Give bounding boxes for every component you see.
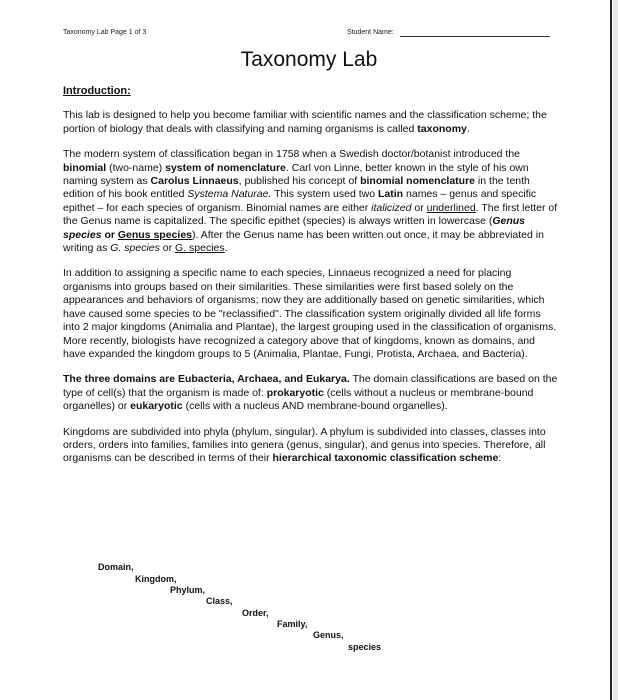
introduction-heading: Introduction: bbox=[63, 85, 131, 97]
hierarchy-family: Family, bbox=[277, 619, 308, 629]
paragraph-4: The three domains are Eubacteria, Archaea, and Eukarya. The domain classifications are based on the type of cell(s) that the organism is made of: prokaryotic (cells without a nucleus or membrane-bound organelles) or eukaryotic (cells with a nucleus AND membrane-bound organelles). bbox=[63, 373, 558, 413]
paragraph-2: The modern system of classification began in 1758 when a Swedish doctor/botanist introduced the binomial (two-name) system of nomenclature. Carl von Linne, better known in the style of his own naming system as Carolus Linnaeus, published his concept of binomial nomenclature in the tenth edition of his book entitled Systema Naturae. This system used two Latin names – genus and specific epithet – for each species of organism. Binomial names are either italicized or underlined. The first letter of the Genus name is capitalized. The specific epithet (species) is always written in lowercase (Genus species or Genus species). After the Genus name has been written out once, it may be abbreviated in writing as G. species or G. species. bbox=[63, 148, 558, 255]
page-edge bbox=[613, 0, 618, 700]
hierarchy-order: Order, bbox=[242, 608, 269, 618]
student-name-line bbox=[400, 36, 550, 37]
paragraph-1: This lab is designed to help you become familiar with scientific names and the classification scheme; the portion of biology that deals with classifying and naming organisms is called taxonomy. bbox=[63, 109, 547, 135]
document-body bbox=[63, 85, 559, 478]
page-header-left: Taxonomy Lab Page 1 of 3 bbox=[63, 29, 147, 36]
hierarchy-kingdom: Kingdom, bbox=[135, 574, 177, 584]
hierarchy-class: Class, bbox=[206, 596, 233, 606]
student-name-label: Student Name: bbox=[347, 29, 394, 36]
hierarchy-genus: Genus, bbox=[313, 630, 344, 640]
paragraph-5: Kingdoms are subdivided into phyla (phylum, singular). A phylum is subdivided into classes, classes into orders, orders into families, families into genera (genus, singular), and genus into species. Therefore, all organisms can be described in terms of their hierarchical taxonomic classification scheme: bbox=[63, 425, 546, 465]
page-border bbox=[610, 0, 612, 700]
hierarchy-species: species bbox=[348, 642, 382, 652]
paragraph-3: In addition to assigning a specific name to each species, Linnaeus recognized a need for placing organisms into groups based on their similarities. These similarities were first based solely on the appearances and behaviors of organisms; now they are additionally based on genetic similarities, which have caused some species to be "reclassified". The classification system originally divided all life forms into 2 major kingdoms (Animalia and Plantae), the largest grouping used in the classification of organisms. More recently, biologists have recognized a category above that of kingdoms, known as domains, and have expanded the kingdom groups to 5 (Animalia, Plantae, Fungi, Protista, Archaea, and Bacteria). bbox=[63, 267, 557, 360]
hierarchy-domain: Domain, bbox=[98, 562, 134, 572]
page-title: Taxonomy Lab bbox=[240, 48, 378, 71]
hierarchy-phylum: Phylum, bbox=[170, 585, 206, 595]
